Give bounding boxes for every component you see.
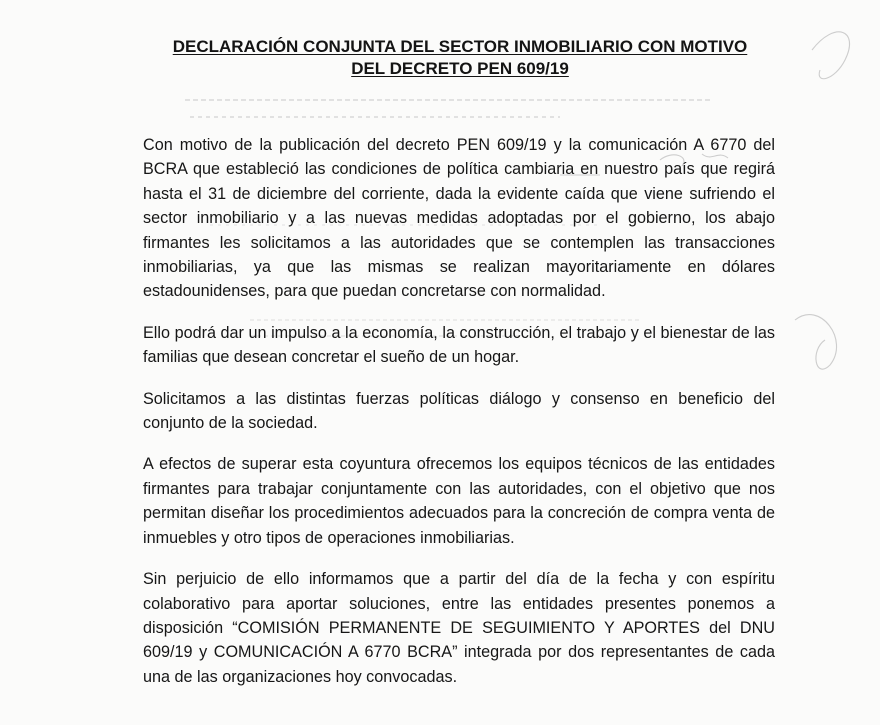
paragraph-3: Solicitamos a las distintas fuerzas políticas diálogo y consenso en beneficio del conjunto de la sociedad.: [143, 389, 775, 433]
paragraph-2: Ello podrá dar un impulso a la economía, la construcción, el trabajo y el bienestar de las familias que desean concretar el sueño de un hogar.: [143, 323, 775, 367]
title-line-2: DEL DECRETO PEN 609/19: [351, 59, 569, 78]
document-title: [150, 36, 770, 80]
paragraph-1: Con motivo de la publicación del decreto PEN 609/19 y la comunicación A 6770 del BCRA que estableció las condiciones de política cambiaria en nuestro país que regirá hasta el 31 de diciembre del corriente, dada la evidente caída que viene sufriendo el sector inmobiliario y a las nuevas medidas adoptadas por el gobierno, los abajo firmantes les solicitamos a las autoridades que se contemplen las transacciones inmobiliarias, ya que las mismas se realizan mayoritariamente en dólares estadounidenses, para que puedan concretarse con normalidad.: [143, 136, 775, 301]
paragraph-4: A efectos de superar esta coyuntura ofrecemos los equipos técnicos de las entidades firmantes para trabajar conjuntamente con las autoridades, con el objetivo que nos permitan diseñar los procedimientos adecuados para la concreción de compra venta de inmuebles y otro tipos de operaciones inmobiliarias.: [143, 455, 775, 547]
document-body: [143, 133, 775, 706]
title-line-1: DECLARACIÓN CONJUNTA DEL SECTOR INMOBILIARIO CON MOTIVO: [172, 37, 748, 56]
paragraph-5: Sin perjuicio de ello informamos que a partir del día de la fecha y con espíritu colaborativo para aportar soluciones, entre las entidades presentes ponemos a disposición “COMISIÓN PERMANENTE DE SEGUIMIENTO Y APORTES del DNU 609/19 y COMUNICACIÓN A 6770 BCRA” integrada por dos representantes de cada una de las organizaciones hoy convocadas.: [143, 570, 775, 686]
